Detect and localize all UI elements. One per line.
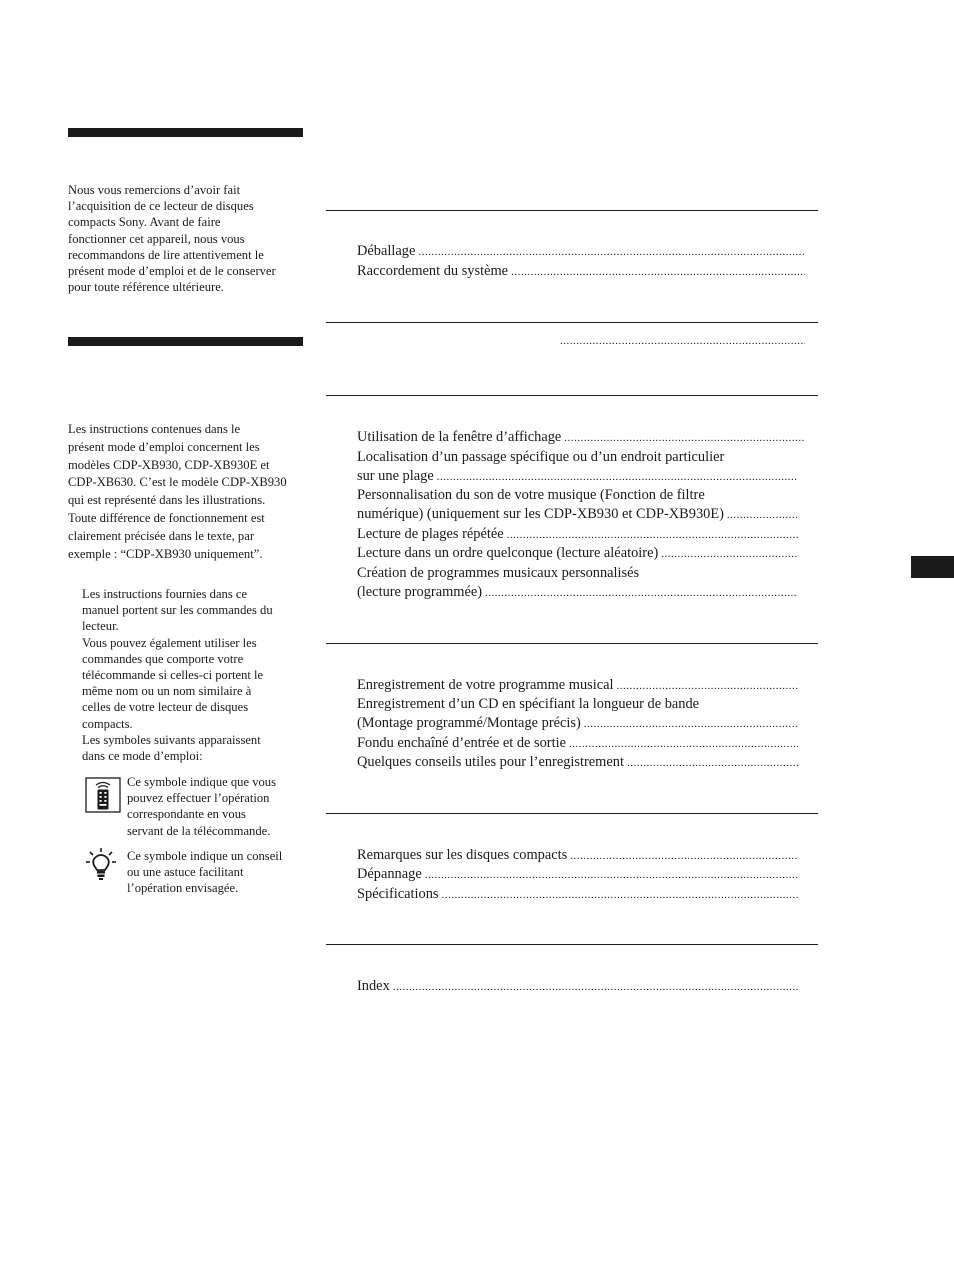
toc-entry: sur une plage ..... xyxy=(357,467,798,488)
toc-entry: Remarques sur les disques compacts ..... xyxy=(357,846,798,867)
toc-entry-continued: Personnalisation du son de votre musique (Fonction de filtre xyxy=(357,487,705,503)
toc-entry: (Montage programmé/Montage précis) ..... xyxy=(357,714,798,735)
toc-entry: Spécifications ..... xyxy=(357,885,798,906)
remote-note: Ce symbole indique que vous pouvez effectuer l’opération correspondante en vous servant de la télécommande. xyxy=(127,775,277,838)
toc-entry-continued: Localisation d’un passage spécifique ou d’un endroit particulier xyxy=(357,449,725,465)
intro-paragraph: Nous vous remercions d’avoir fait l’acquisition de ce lecteur de disques compacts Sony. Avant de faire fonctionner cet appareil, nous vous recommandons de lire attentivement le présent mode d’emploi et de le conserver pour toute référence ultérieure. xyxy=(68,183,276,295)
toc-entry: Index ..... xyxy=(357,977,798,998)
toc-entry: Déballage ..... xyxy=(357,242,805,263)
toc-entry-continued: Enregistrement d’un CD en spécifiant la longueur de bande xyxy=(357,696,700,712)
toc-divider-2 xyxy=(326,322,818,323)
section-thumb-tab xyxy=(911,556,954,578)
remote-control-icon xyxy=(85,777,121,813)
usage-paragraph: Les instructions fournies dans ce manuel portent sur les commandes du lecteur. Vous pouvez également utiliser les commandes que comporte votre télécommande si celles-ci portent le même nom ou un nom similaire à celles de votre lecteur de disques compacts. Les symboles suivants apparaissent dans ce mode d’emploi: xyxy=(82,587,273,764)
toc-divider-5 xyxy=(326,813,818,814)
toc-divider-1 xyxy=(326,210,818,211)
lightbulb-tip-icon xyxy=(85,847,117,881)
toc-entry: Dépannage ..... xyxy=(357,865,798,886)
toc-entry: Lecture de plages répétée ..... xyxy=(357,525,798,546)
toc-entry-continued: Création de programmes musicaux personnalisés xyxy=(357,565,640,581)
left-heading-bar-1 xyxy=(68,128,303,137)
toc-divider-4 xyxy=(326,643,818,644)
toc-entry: Enregistrement de votre programme musical ..... xyxy=(357,676,798,697)
toc-entry: numérique) (uniquement sur les CDP-XB930 et CDP-XB930E) ..... xyxy=(357,505,798,526)
toc-divider-3 xyxy=(326,395,818,396)
left-heading-bar-2 xyxy=(68,337,303,346)
toc-entry: Utilisation de la fenêtre d’affichage ..... xyxy=(357,428,805,449)
toc-dot-leader xyxy=(560,332,805,352)
applicability-paragraph: Les instructions contenues dans le présent mode d’emploi concernent les modèles CDP-XB930, CDP-XB930E et CDP-XB630. C’est le modèle CDP-XB930 qui est représenté dans les illustrations. Toute différence de fonctionnement est clairement précisée dans le texte, par exemple : “CDP-XB930 uniquement”. xyxy=(68,422,287,561)
toc-entry: Raccordement du système ..... xyxy=(357,262,805,283)
toc-entry: (lecture programmée) ..... xyxy=(357,583,798,604)
toc-divider-6 xyxy=(326,944,818,945)
toc-entry: Fondu enchaîné d’entrée et de sortie ..... xyxy=(357,734,798,755)
toc-entry: Quelques conseils utiles pour l’enregistrement ..... xyxy=(357,753,798,774)
toc-entry: Lecture dans un ordre quelconque (lecture aléatoire) ..... xyxy=(357,544,798,565)
tip-note: Ce symbole indique un conseil ou une astuce facilitant l’opération envisagée. xyxy=(127,849,283,896)
